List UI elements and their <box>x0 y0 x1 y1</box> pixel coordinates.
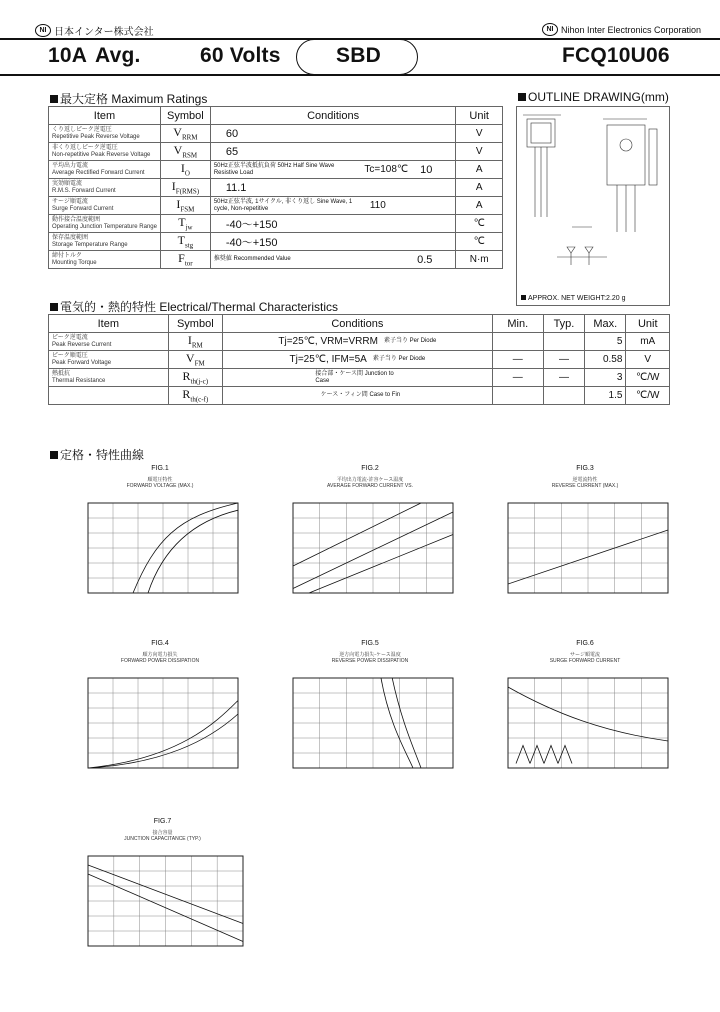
company-logo-en <box>542 23 701 36</box>
max-value: 0.58 <box>585 351 626 369</box>
symbol: $V_{RSM}$ <box>160 143 210 161</box>
unit: ℃/W <box>626 369 670 387</box>
max-value: 5 <box>585 333 626 351</box>
max-ratings-table <box>48 106 503 269</box>
ratings-row <box>49 161 503 179</box>
unit: ℃/W <box>626 387 670 405</box>
ratings-row <box>49 179 503 197</box>
company-name-jp: 日本インター株式会社 <box>54 27 154 38</box>
figure-label: FIG.5 <box>361 640 379 647</box>
figure-title-jp: 逆方向電力損失-ケース温度 <box>339 652 401 658</box>
condition: 11.1 <box>210 179 456 197</box>
symbol: $V_{FM}$ <box>168 351 222 369</box>
max-ratings-heading: 最大定格 Maximum Ratings <box>50 90 207 107</box>
unit: A <box>456 161 503 179</box>
condition: 50Hz正弦半波抵抗負荷 50Hz Half Sine Wave Resistive Load Tc=108℃ 10 <box>210 161 456 179</box>
figure-plot <box>70 818 255 958</box>
symbol: $I_{RM}$ <box>168 333 222 351</box>
ratings-row <box>49 251 503 269</box>
unit: A <box>456 197 503 215</box>
typ-value <box>543 387 584 405</box>
curves-heading: 定格・特性曲線 <box>50 446 144 463</box>
figure-2 <box>275 465 465 635</box>
company-logo-jp <box>35 23 154 38</box>
company-name-en: Nihon Inter Electronics Corporation <box>561 24 702 35</box>
condition: 60 <box>210 125 456 143</box>
condition: ケース・フィン間 Case to Fin <box>223 387 493 405</box>
figure-title-jp: サージ順電流 <box>570 652 600 658</box>
max-value: 3 <box>585 369 626 387</box>
item-name: 保存温度範囲 Storage Temperature Range <box>49 233 161 251</box>
avg-label: Avg. <box>95 44 141 67</box>
figure-label: FIG.3 <box>576 465 594 472</box>
max-value: 1.5 <box>585 387 626 405</box>
symbol: $F_{tor}$ <box>160 251 210 269</box>
part-number: FCQ10U06 <box>562 44 670 67</box>
figure-label: FIG.6 <box>576 640 594 647</box>
min-value <box>492 333 543 351</box>
item-name: ピーク逆電流 Peak Reverse Current <box>49 333 169 351</box>
unit: ℃ <box>456 215 503 233</box>
condition: -40～+150 <box>210 233 456 251</box>
ratings-row <box>49 233 503 251</box>
item-name: ピーク順電圧 Peak Forward Voltage <box>49 351 169 369</box>
symbol: $I_{F(RMS)}$ <box>160 179 210 197</box>
unit: N·m <box>456 251 503 269</box>
unit: mA <box>626 333 670 351</box>
item-name: 締付トルク Mounting Torque <box>49 251 161 269</box>
figure-plot <box>275 640 465 780</box>
symbol: $I_O$ <box>160 161 210 179</box>
symbol: $I_{FSM}$ <box>160 197 210 215</box>
voltage-rating: 60 Volts <box>200 44 281 67</box>
col-conditions: Conditions <box>210 107 456 125</box>
figure-plot <box>490 640 680 780</box>
ratings-row <box>49 197 503 215</box>
figure-6 <box>490 640 680 810</box>
ecol-typ: Typ. <box>543 315 584 333</box>
ecol-symbol: Symbol <box>168 315 222 333</box>
col-unit: Unit <box>456 107 503 125</box>
electrical-table <box>48 314 670 405</box>
elec-row <box>49 369 670 387</box>
unit: A <box>456 179 503 197</box>
item-name: 非くり返しピーク逆電圧 Non-repetitive Peak Reverse Voltage <box>49 143 161 161</box>
condition: Tj=25℃, IFM=5A 素子当り Per Diode <box>223 351 493 369</box>
figure-title-en: JUNCTION CAPACITANCE (TYP.) <box>124 836 201 842</box>
figure-title-jp: 逆電流特性 <box>572 477 598 483</box>
figure-title-en: FORWARD VOLTAGE (MAX.) <box>126 483 194 489</box>
condition: 50Hz正弦半波, 1サイクル, 非くり返し Sine Wave, 1 cycle, Non-repetitive 110 <box>210 197 456 215</box>
item-name: くり返しピーク逆電圧 Repetitive Peak Reverse Voltage <box>49 125 161 143</box>
col-item: Item <box>49 107 161 125</box>
elec-row <box>49 333 670 351</box>
item-name: サージ順電流 Surge Forward Current <box>49 197 161 215</box>
outline-heading: OUTLINE DRAWING(mm) <box>518 90 669 104</box>
elec-row <box>49 387 670 405</box>
figure-plot <box>70 640 250 780</box>
symbol: $T_{jw}$ <box>160 215 210 233</box>
figure-plot <box>490 465 680 605</box>
symbol: $R_{th(c-f)}$ <box>168 387 222 405</box>
figure-title-jp: 順方向電力損失 <box>142 652 178 658</box>
figure-5 <box>275 640 465 810</box>
min-value: — <box>492 369 543 387</box>
figure-title-jp: 接合容量 <box>152 830 173 836</box>
company-logo-mark-right: NI <box>542 23 558 36</box>
unit: ℃ <box>456 233 503 251</box>
condition: -40～+150 <box>210 215 456 233</box>
electrical-heading: 電気的・熱的特性 Electrical/Thermal Characteristics <box>50 298 338 315</box>
ratings-row <box>49 215 503 233</box>
typ-value: — <box>543 369 584 387</box>
outline-drawing-box <box>516 106 670 306</box>
figure-4 <box>70 640 250 810</box>
condition: 65 <box>210 143 456 161</box>
figure-title-jp: 順電圧特性 <box>147 477 173 483</box>
figure-title-en: REVERSE POWER DISSIPATION <box>331 658 409 664</box>
typ-value <box>543 333 584 351</box>
condition: 推奨値 Recommended Value 0.5 <box>210 251 456 269</box>
ecol-conditions: Conditions <box>223 315 493 333</box>
rated-current: 10A <box>48 44 88 67</box>
condition: 接合部・ケース間 Junction to Case <box>223 369 493 387</box>
condition: Tj=25℃, VRM=VRRM 素子当り Per Diode <box>223 333 493 351</box>
min-value <box>492 387 543 405</box>
figure-1 <box>70 465 250 635</box>
figure-label: FIG.2 <box>361 465 379 472</box>
ecol-unit: Unit <box>626 315 670 333</box>
figure-label: FIG.4 <box>151 640 169 647</box>
typ-value: — <box>543 351 584 369</box>
item-name: 実効順電流 R.M.S. Forward Current <box>49 179 161 197</box>
item-name: 熱抵抗 Thermal Resistance <box>49 369 169 387</box>
figure-plot <box>70 465 250 605</box>
col-symbol: Symbol <box>160 107 210 125</box>
symbol: $R_{th(j-c)}$ <box>168 369 222 387</box>
ratings-row <box>49 125 503 143</box>
figure-3 <box>490 465 680 635</box>
figure-label: FIG.7 <box>153 818 172 825</box>
unit: V <box>626 351 670 369</box>
symbol: $V_{RRM}$ <box>160 125 210 143</box>
ecol-min: Min. <box>492 315 543 333</box>
figure-title-en: SURGE FORWARD CURRENT <box>549 658 621 664</box>
item-name: 平均出力電流 Average Rectified Forward Current <box>49 161 161 179</box>
outline-drawing <box>517 107 669 292</box>
ecol-max: Max. <box>585 315 626 333</box>
ratings-row <box>49 143 503 161</box>
ecol-item: Item <box>49 315 169 333</box>
figure-title-jp: 平均出力電流-許容ケース温度 <box>336 477 404 483</box>
item-name <box>49 387 169 405</box>
unit: V <box>456 143 503 161</box>
figure-title-en: AVERAGE FORWARD CURRENT VS. <box>327 483 413 489</box>
figure-label: FIG.1 <box>151 465 169 472</box>
figure-7 <box>70 818 255 988</box>
figure-title-en: FORWARD POWER DISSIPATION <box>120 658 200 664</box>
device-type: SBD <box>336 44 381 67</box>
net-weight: APPROX. NET WEIGHT:2.20 g <box>521 295 626 302</box>
unit: V <box>456 125 503 143</box>
item-name: 動作接合温度範囲 Operating Junction Temperature Range <box>49 215 161 233</box>
min-value: — <box>492 351 543 369</box>
elec-row <box>49 351 670 369</box>
figure-plot <box>275 465 465 605</box>
company-logo-mark: NI <box>35 24 51 37</box>
symbol: $T_{stg}$ <box>160 233 210 251</box>
figure-title-en: REVERSE CURRENT (MAX.) <box>551 483 619 489</box>
